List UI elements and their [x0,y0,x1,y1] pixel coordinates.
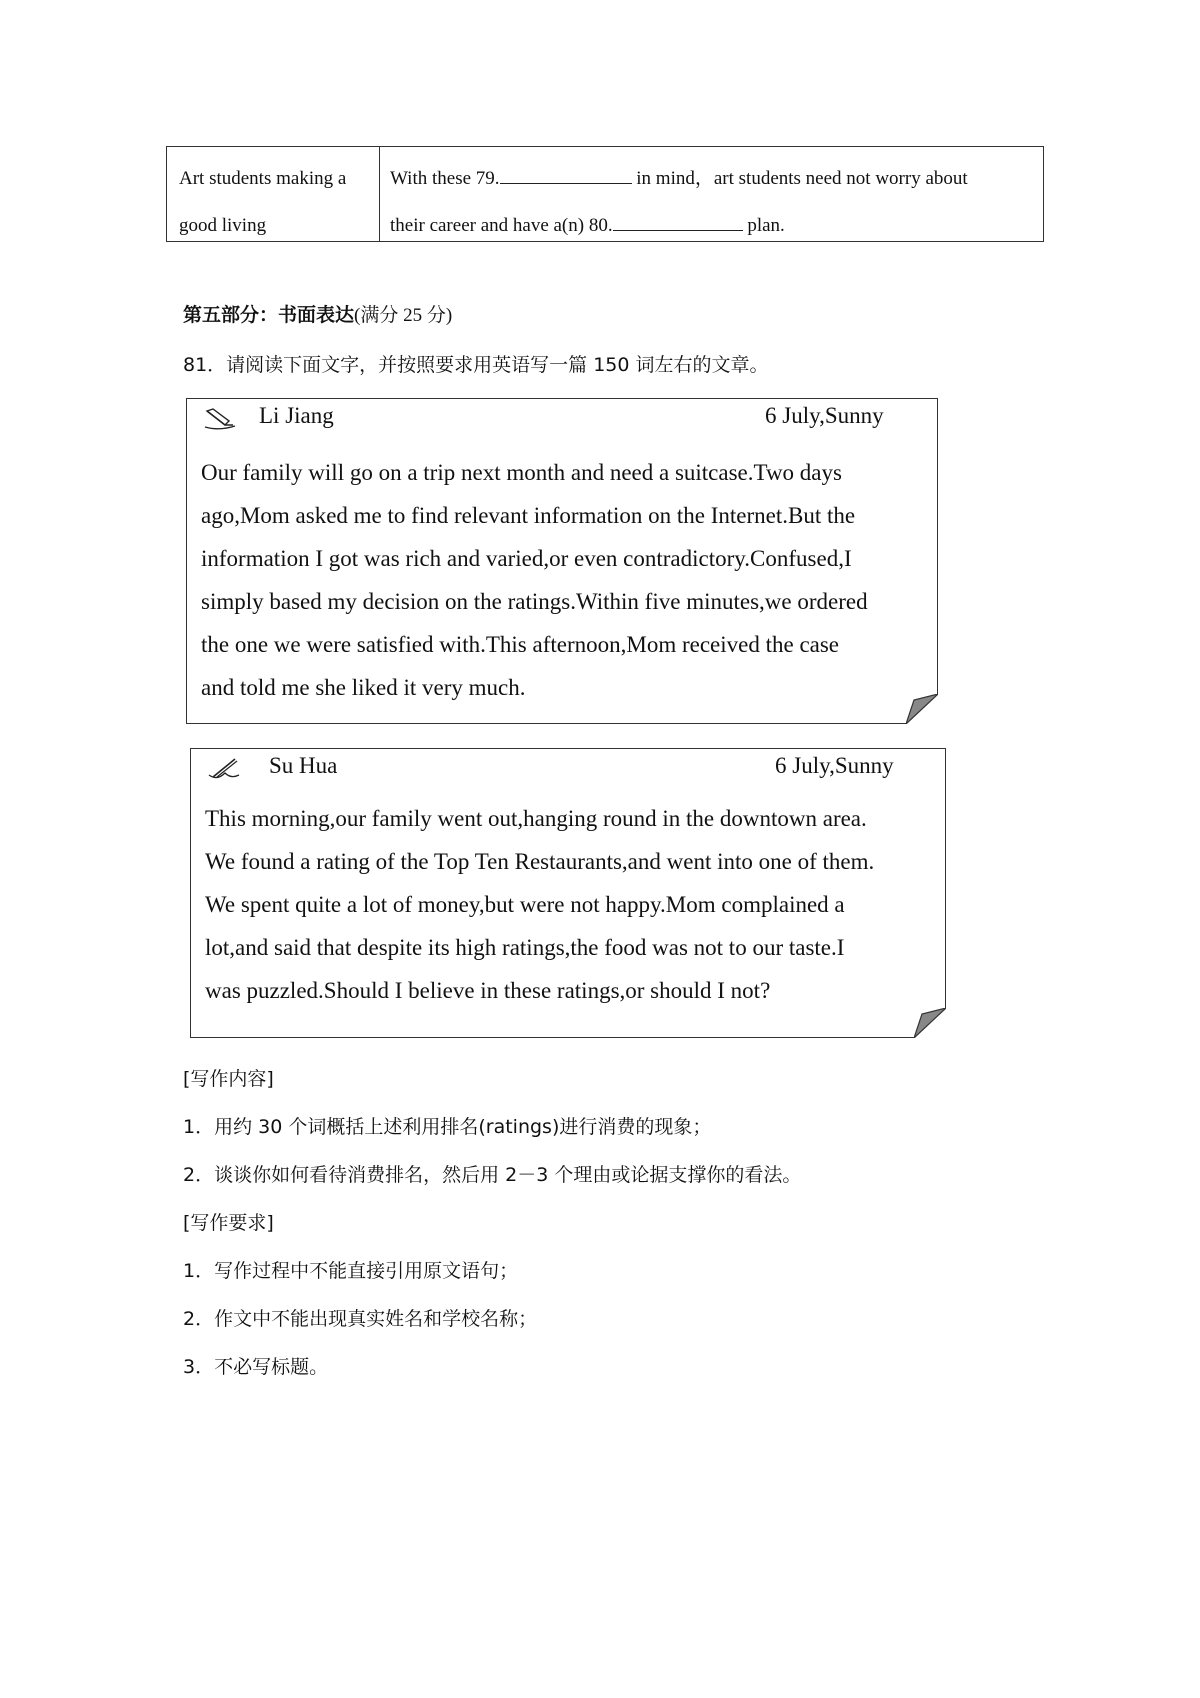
note-header [187,399,937,443]
note-date: 6 July,Sunny [775,753,894,778]
table-text: their career and have a(n) 80. [390,215,613,236]
note-line: We found a rating of the Top Ten Restaurants,and went into one of them. [205,849,875,874]
requirements-heading: [写作要求] [183,1212,274,1234]
note-line: information I got was rich and varied,or even contradictory.Confused,I [201,546,852,571]
blank-80[interactable] [613,210,743,231]
answer-table [166,146,1044,242]
section-title-text: 第五部分：书面表达 [183,304,355,326]
pen-icon [207,755,241,781]
note-line: and told me she liked it very much. [201,675,526,700]
content-heading: [写作内容] [183,1068,274,1090]
table-cell-line [390,202,1033,249]
note-body [205,797,874,1012]
question-81: 81．请阅读下面文字，并按照要求用英语写一篇 150 词左右的文章。 [183,354,769,376]
page-curl-icon [906,694,938,724]
note-body [201,451,868,709]
blank-79[interactable] [500,163,632,184]
table-text: With these 79. [390,168,500,189]
table-cell-text: Art students making a [179,168,347,189]
table-text: in mind，art students need not worry about [631,168,968,189]
content-item: 1．用约 30 个词概括上述利用排名(ratings)进行消费的现象； [183,1116,712,1138]
note-author: Su Hua [269,753,338,778]
section-points: (满分 25 分) [354,305,453,326]
note-header [191,749,945,793]
note-line: the one we were satisfied with.This afternoon,Mom received the case [201,632,840,657]
note-line: Our family will go on a trip next month and need a suitcase.Two days [201,460,842,485]
pen-icon [203,405,237,431]
table-cell-summary [380,147,1043,241]
diary-note-li-jiang [186,398,938,724]
table-cell-text: good living [179,215,267,236]
note-line: lot,and said that despite its high ratings,the food was not to our taste.I [205,935,845,960]
table-text: plan. [742,215,785,236]
note-date: 6 July,Sunny [765,403,884,428]
note-line: ago,Mom asked me to find relevant information on the Internet.But the [201,503,856,528]
requirement-item: 1．写作过程中不能直接引用原文语句； [183,1260,519,1282]
page-curl-icon [914,1008,946,1038]
requirement-item: 3．不必写标题。 [183,1356,329,1378]
note-author: Li Jiang [259,403,334,428]
requirement-item: 2．作文中不能出现真实姓名和学校名称； [183,1308,538,1330]
note-line: This morning,our family went out,hanging round in the downtown area. [205,806,867,831]
note-line: We spent quite a lot of money,but were not happy.Mom complained a [205,892,845,917]
note-line: simply based my decision on the ratings.Within five minutes,we ordered [201,589,868,614]
section-title [183,300,452,327]
table-cell-line [390,155,1033,202]
note-line: was puzzled.Should I believe in these ratings,or should I not? [205,978,771,1003]
diary-note-su-hua [190,748,946,1038]
table-cell-topic [167,147,380,241]
content-item: 2．谈谈你如何看待消费排名，然后用 2－3 个理由或论据支撑你的看法。 [183,1164,802,1186]
